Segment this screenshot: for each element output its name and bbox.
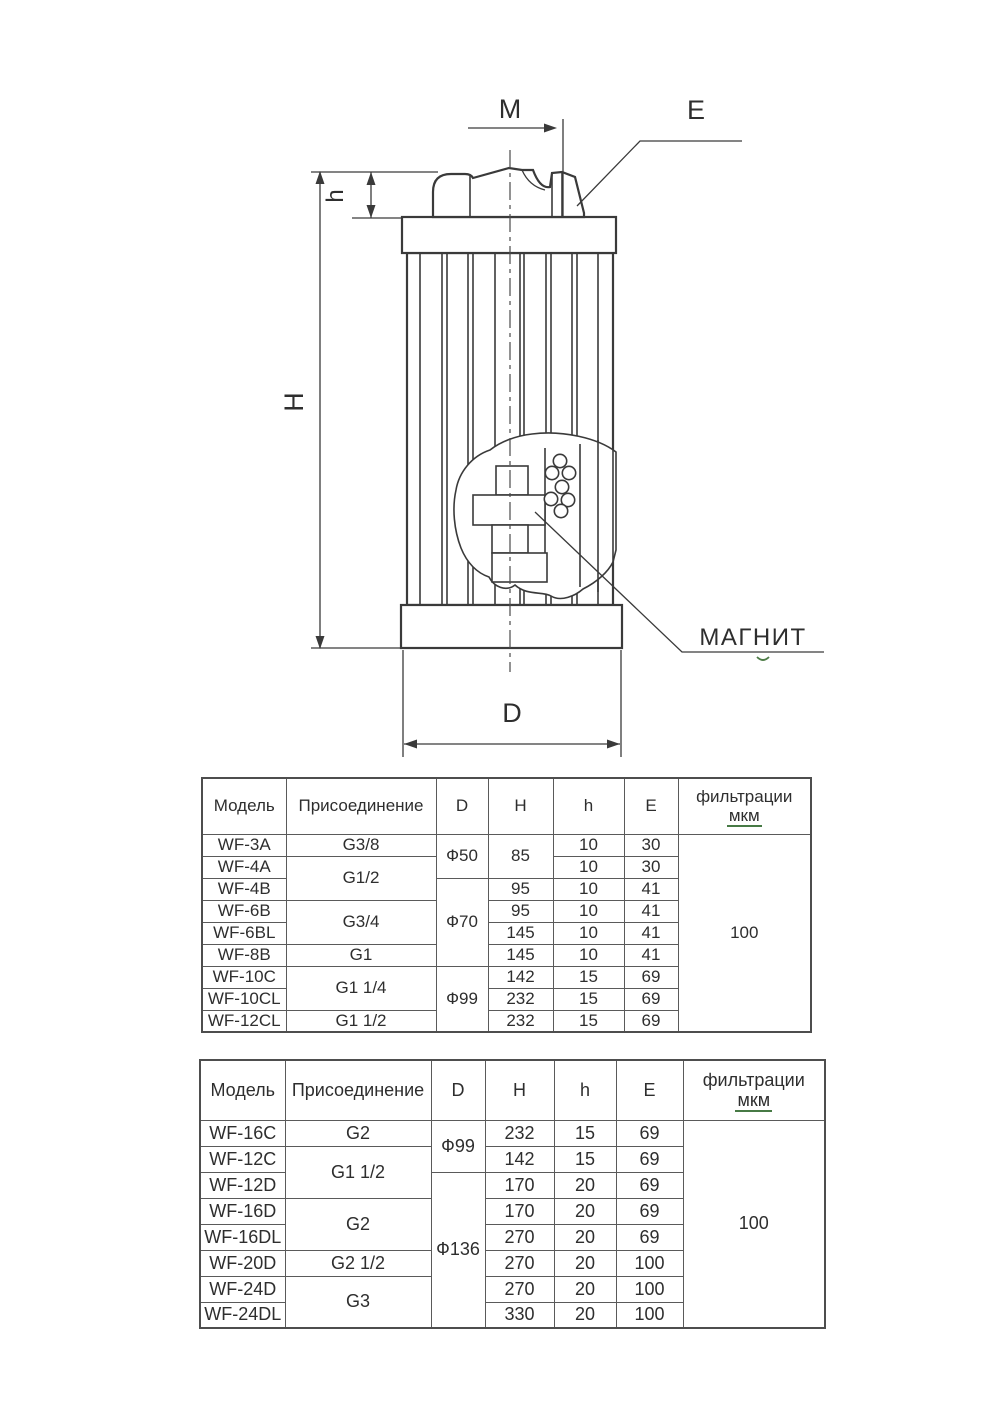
e-cell: 69 (616, 1224, 683, 1250)
col-header-d: D (436, 778, 488, 834)
col-header-connection: Присоединение (286, 778, 436, 834)
d-cell: Ф99 (431, 1120, 485, 1172)
model-cell: WF-12CL (202, 1010, 286, 1032)
e-cell: 41 (624, 878, 678, 900)
h-low-cell: 20 (554, 1198, 616, 1224)
h-low-cell: 20 (554, 1172, 616, 1198)
model-cell: WF-16D (200, 1198, 285, 1224)
e-cell: 30 (624, 834, 678, 856)
d-cell: Ф136 (431, 1172, 485, 1328)
col-header-filtration (678, 778, 811, 834)
e-cell: 69 (624, 988, 678, 1010)
e-cell: 69 (616, 1146, 683, 1172)
model-cell: WF-10C (202, 966, 286, 988)
spec-table-2 (199, 1059, 824, 1327)
e-cell: 100 (616, 1276, 683, 1302)
bottom-flange (401, 605, 622, 648)
table-header-row (202, 778, 811, 834)
model-cell: WF-20D (200, 1250, 285, 1276)
col-header-e: E (624, 778, 678, 834)
h-low-cell: 20 (554, 1250, 616, 1276)
h-low-cell: 10 (553, 944, 624, 966)
col-header-model: Модель (200, 1060, 285, 1120)
e-cell: 100 (616, 1250, 683, 1276)
model-cell: WF-4A (202, 856, 286, 878)
h-cap-cell: 145 (488, 922, 553, 944)
model-cell: WF-24D (200, 1276, 285, 1302)
e-cell: 41 (624, 900, 678, 922)
h-cap-cell: 270 (485, 1276, 554, 1302)
col-header-connection: Присоединение (285, 1060, 431, 1120)
h-low-cell: 15 (553, 966, 624, 988)
model-cell: WF-24DL (200, 1302, 285, 1328)
model-cell: WF-3A (202, 834, 286, 856)
table-header-row (200, 1060, 825, 1120)
hex-nut (433, 168, 584, 217)
h-cap-cell: 330 (485, 1302, 554, 1328)
h-cap-cell: 142 (485, 1146, 554, 1172)
connection-cell: G2 (285, 1198, 431, 1250)
top-flange (402, 217, 616, 253)
d-cell: Ф50 (436, 834, 488, 878)
filtration-cell: 100 (683, 1120, 825, 1328)
connection-cell: G3/8 (286, 834, 436, 856)
e-cell: 30 (624, 856, 678, 878)
connection-cell: G1 1/2 (285, 1146, 431, 1198)
e-cell: 69 (624, 966, 678, 988)
h-low-cell: 15 (554, 1120, 616, 1146)
model-cell: WF-8B (202, 944, 286, 966)
col-header-h-low: h (553, 778, 624, 834)
e-cell: 41 (624, 922, 678, 944)
e-cell: 41 (624, 944, 678, 966)
h-cap-cell: 170 (485, 1198, 554, 1224)
model-cell: WF-16C (200, 1120, 285, 1146)
h-low-cell: 15 (554, 1146, 616, 1172)
h-cap-cell: 85 (488, 834, 553, 878)
col-header-filtration (683, 1060, 825, 1120)
model-cell: WF-6B (202, 900, 286, 922)
e-cell: 69 (624, 1010, 678, 1032)
connection-cell: G1 1/4 (286, 966, 436, 1010)
h-cap-cell: 232 (488, 988, 553, 1010)
filtration-header-line2: мкм (728, 806, 760, 826)
connection-cell: G3 (285, 1276, 431, 1328)
d-cell: Ф70 (436, 878, 488, 966)
h-low-cell: 20 (554, 1276, 616, 1302)
dimension-h-small (311, 172, 438, 218)
dimension-h-total (279, 171, 400, 649)
dimension-d-label: D (502, 698, 522, 728)
dimension-h-total-label: H (279, 392, 309, 412)
model-cell: WF-6BL (202, 922, 286, 944)
h-low-cell: 15 (553, 1010, 624, 1032)
h-cap-cell: 170 (485, 1172, 554, 1198)
model-cell: WF-16DL (200, 1224, 285, 1250)
e-cell: 69 (616, 1120, 683, 1146)
connection-cell: G2 1/2 (285, 1250, 431, 1276)
model-cell: WF-4B (202, 878, 286, 900)
magnet-label: МАГНИТ (699, 624, 807, 651)
h-cap-cell: 270 (485, 1250, 554, 1276)
col-header-h-low: h (554, 1060, 616, 1120)
e-cell: 69 (616, 1198, 683, 1224)
h-cap-cell: 145 (488, 944, 553, 966)
filtration-header-line1: фильтрации (696, 786, 793, 806)
h-cap-cell: 232 (485, 1120, 554, 1146)
col-header-h-cap: H (488, 778, 553, 834)
d-cell: Ф99 (436, 966, 488, 1032)
e-cell: 69 (616, 1172, 683, 1198)
dimension-h-small-label: h (322, 189, 349, 203)
h-low-cell: 10 (553, 900, 624, 922)
e-cell: 100 (616, 1302, 683, 1328)
col-header-h-cap: H (485, 1060, 554, 1120)
dimension-m-label: M (498, 94, 522, 124)
spellcheck-mark (757, 657, 769, 660)
connection-cell: G1 1/2 (286, 1010, 436, 1032)
h-cap-cell: 232 (488, 1010, 553, 1032)
col-header-model: Модель (202, 778, 286, 834)
h-low-cell: 10 (553, 856, 624, 878)
spec-table-2-grid (199, 1059, 826, 1329)
col-header-d: D (431, 1060, 485, 1120)
spec-table-1-grid (201, 777, 812, 1033)
table-row (202, 834, 811, 856)
spec-table-1 (201, 777, 810, 1033)
h-cap-cell: 270 (485, 1224, 554, 1250)
connection-cell: G2 (285, 1120, 431, 1146)
h-low-cell: 15 (553, 988, 624, 1010)
h-low-cell: 20 (554, 1302, 616, 1328)
h-cap-cell: 142 (488, 966, 553, 988)
dimension-d (403, 650, 621, 757)
h-low-cell: 10 (553, 834, 624, 856)
dimension-e (577, 95, 742, 206)
filtration-header-line1: фильтрации (702, 1069, 805, 1090)
connection-cell: G3/4 (286, 900, 436, 944)
h-low-cell: 20 (554, 1224, 616, 1250)
h-low-cell: 10 (553, 878, 624, 900)
table-row (200, 1120, 825, 1146)
h-low-cell: 10 (553, 922, 624, 944)
connection-cell: G1 (286, 944, 436, 966)
model-cell: WF-12D (200, 1172, 285, 1198)
col-header-e: E (616, 1060, 683, 1120)
filtration-header-line2: мкм (737, 1090, 771, 1111)
connection-cell: G1/2 (286, 856, 436, 900)
filtration-cell: 100 (678, 834, 811, 1032)
h-cap-cell: 95 (488, 878, 553, 900)
model-cell: WF-12C (200, 1146, 285, 1172)
h-cap-cell: 95 (488, 900, 553, 922)
dimension-e-label: E (686, 95, 706, 125)
model-cell: WF-10CL (202, 988, 286, 1010)
